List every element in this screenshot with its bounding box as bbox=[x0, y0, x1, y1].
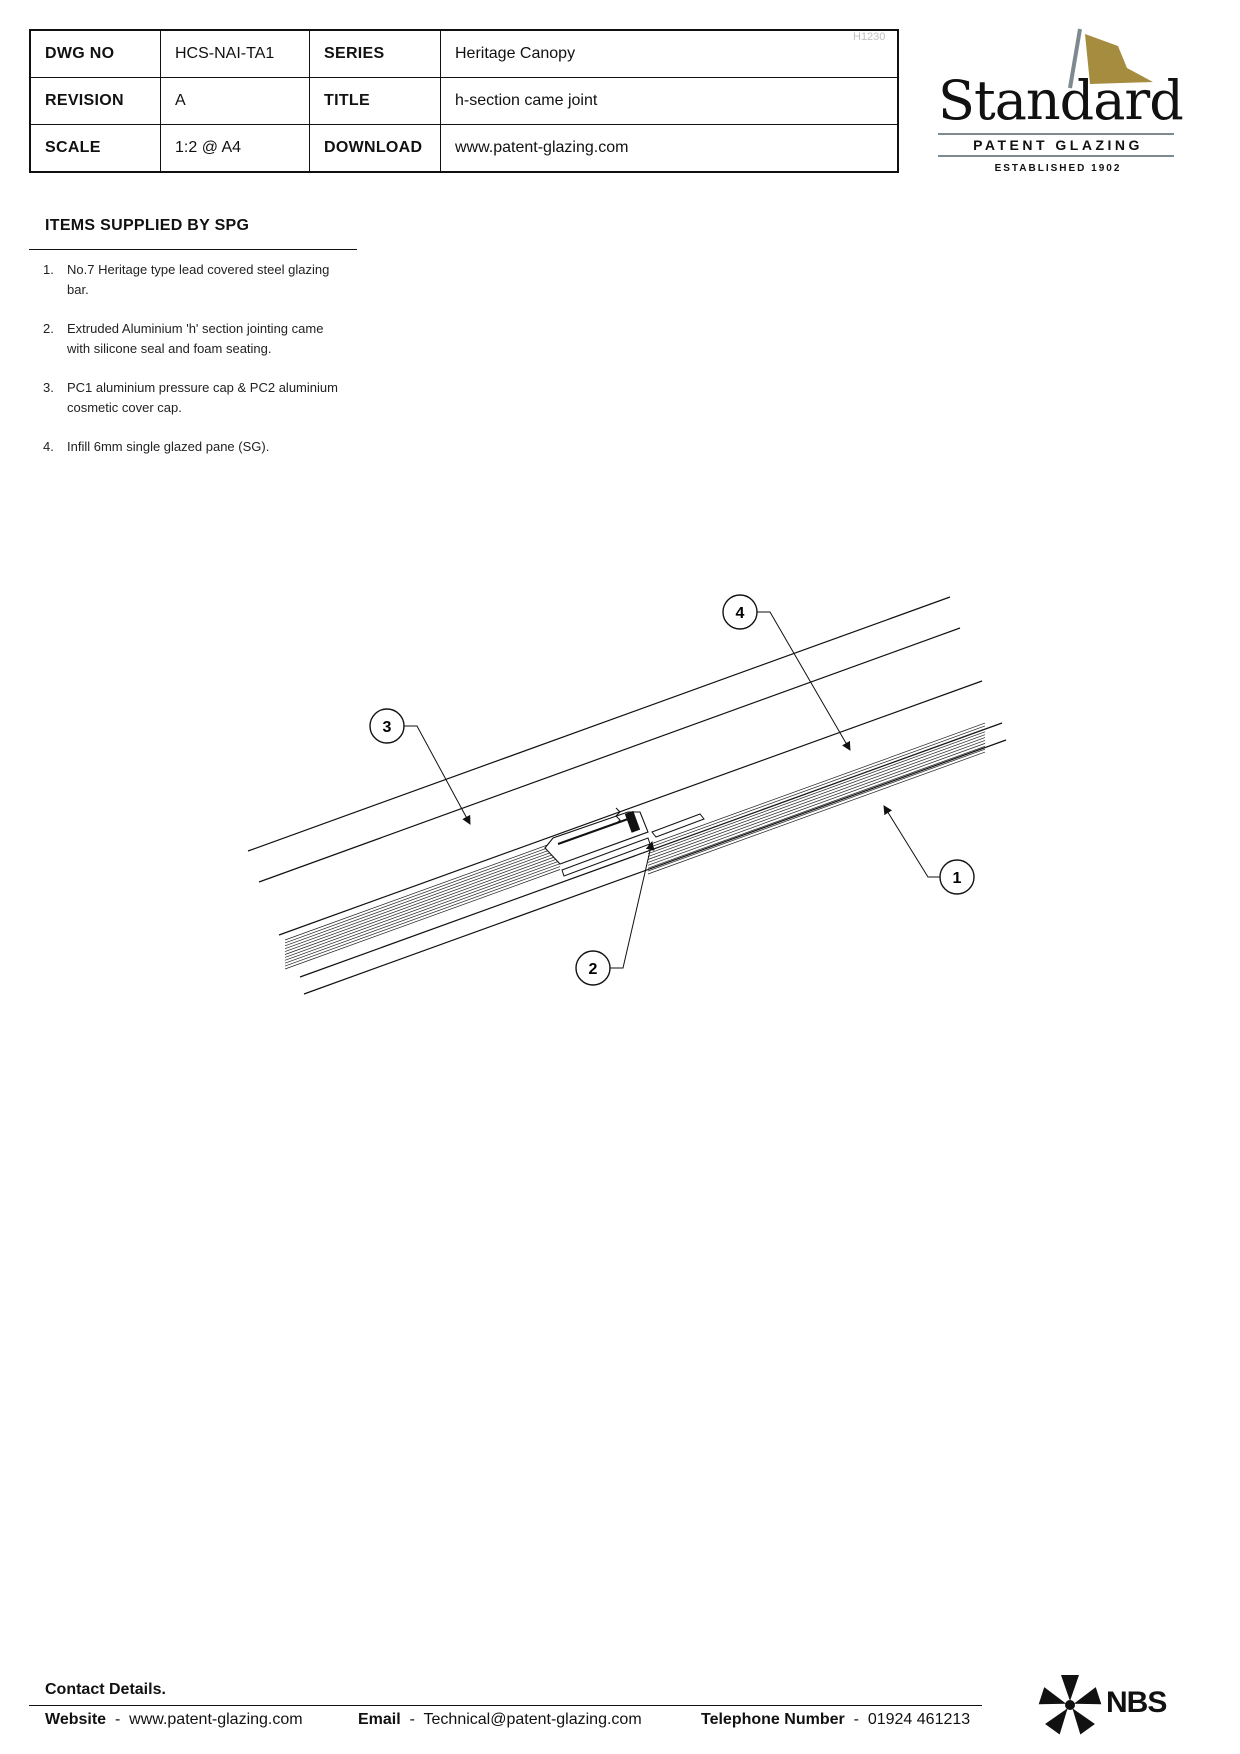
standard-patent-glazing-logo bbox=[938, 26, 1183, 176]
email-label: Email bbox=[358, 1711, 401, 1728]
callout-2-label: 2 bbox=[588, 961, 598, 978]
list-item bbox=[43, 319, 363, 359]
title-block bbox=[29, 29, 899, 173]
list-item bbox=[43, 437, 363, 457]
callout-2 bbox=[576, 951, 610, 985]
list-item bbox=[43, 378, 363, 418]
title-row-scale bbox=[30, 125, 898, 173]
contact-heading: Contact Details. bbox=[45, 1681, 166, 1698]
download-label: DOWNLOAD bbox=[310, 125, 441, 173]
dwg-no-value: HCS-NAI-TA1 bbox=[161, 30, 310, 78]
download-link[interactable]: www.patent-glazing.com bbox=[441, 125, 899, 173]
contact-website bbox=[45, 1711, 303, 1729]
separator: - bbox=[409, 1711, 415, 1728]
item-number: 2. bbox=[43, 321, 54, 336]
title-value: h-section came joint bbox=[441, 78, 899, 125]
scale-label: SCALE bbox=[30, 125, 161, 173]
item-number: 4. bbox=[43, 439, 54, 454]
contact-divider bbox=[29, 1705, 982, 1706]
item-text: No.7 Heritage type lead covered steel glazing bar. bbox=[67, 262, 330, 297]
phone-number: 01924 461213 bbox=[867, 1711, 971, 1728]
logo-rule-bottom bbox=[938, 155, 1174, 157]
callout-4-label: 4 bbox=[735, 605, 745, 622]
title-label: TITLE bbox=[310, 78, 441, 125]
items-heading: ITEMS SUPPLIED BY SPG bbox=[45, 217, 250, 234]
logo-wordmark: Standard bbox=[938, 69, 1183, 132]
callout-1 bbox=[940, 860, 974, 894]
list-item bbox=[43, 260, 363, 300]
came-joint-section-drawing bbox=[0, 580, 1240, 1020]
website-label: Website bbox=[45, 1711, 107, 1728]
dwg-no-label: DWG NO bbox=[30, 30, 161, 78]
callout-1-label: 1 bbox=[952, 870, 962, 887]
series-value: Heritage Canopy bbox=[441, 30, 899, 78]
item-number: 3. bbox=[43, 380, 54, 395]
title-row-dwg bbox=[30, 30, 898, 78]
item-text: Infill 6mm single glazed pane (SG). bbox=[67, 439, 270, 454]
drawing-ref-code: H1230 bbox=[853, 31, 886, 43]
item-number: 1. bbox=[43, 262, 54, 277]
nbs-wordmark: NBS bbox=[1106, 1686, 1167, 1719]
logo-subtitle: PATENT GLAZING bbox=[973, 137, 1143, 153]
item-text: Extruded Aluminium 'h' section jointing came with silicone seal and foam seating. bbox=[67, 321, 324, 356]
items-list bbox=[43, 260, 363, 476]
logo-rule-top bbox=[938, 133, 1174, 135]
website-link[interactable]: www.patent-glazing.com bbox=[129, 1711, 303, 1728]
callout-3 bbox=[370, 709, 404, 743]
nbs-logo bbox=[1038, 1672, 1178, 1738]
item-text: PC1 aluminium pressure cap & PC2 aluminium cosmetic cover cap. bbox=[67, 380, 338, 415]
callout-4 bbox=[723, 595, 757, 629]
contact-email bbox=[358, 1711, 642, 1729]
title-row-revision bbox=[30, 78, 898, 125]
scale-value: 1:2 @ A4 bbox=[161, 125, 310, 173]
revision-label: REVISION bbox=[30, 78, 161, 125]
leader-lines bbox=[404, 612, 940, 968]
callout-3-label: 3 bbox=[382, 719, 392, 736]
phone-label: Telephone Number bbox=[701, 1711, 845, 1728]
items-divider bbox=[29, 249, 357, 250]
separator: - bbox=[853, 1711, 859, 1728]
email-link[interactable]: Technical@patent-glazing.com bbox=[423, 1711, 642, 1728]
revision-value: A bbox=[161, 78, 310, 125]
nbs-flower-icon bbox=[1038, 1672, 1102, 1738]
logo-established: ESTABLISHED 1902 bbox=[994, 163, 1122, 174]
series-label: SERIES bbox=[310, 30, 441, 78]
separator: - bbox=[114, 1711, 121, 1728]
contact-phone bbox=[701, 1711, 970, 1729]
